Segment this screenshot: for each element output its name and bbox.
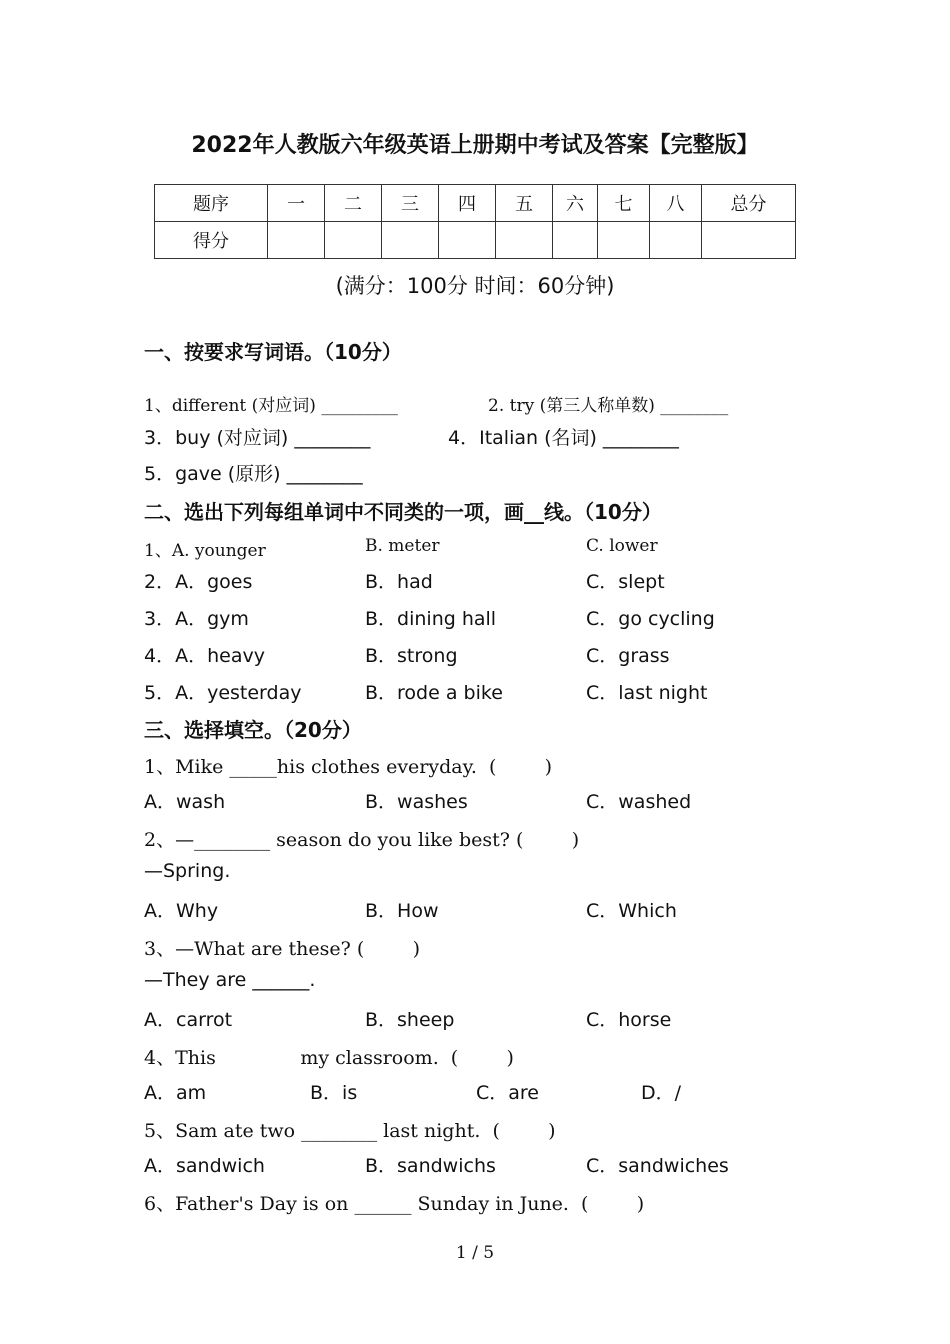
score-cell bbox=[650, 222, 702, 259]
s3-q2-option-a: A．Why bbox=[144, 900, 219, 922]
s3-q5-option-c: C．sandwiches bbox=[586, 1155, 729, 1177]
s3-question-2-answer-line: —Spring. bbox=[144, 860, 231, 882]
s3-q3-option-b: B．sheep bbox=[365, 1009, 455, 1031]
s2-row2-option-a: 2．A．goes bbox=[144, 571, 253, 593]
s3-q1-option-a: A．wash bbox=[144, 791, 226, 813]
s3-question-3: 3、—What are these? ( ) bbox=[144, 938, 421, 960]
s2-row1-option-c: C. lower bbox=[586, 536, 658, 556]
s3-q4-option-b: B．is bbox=[310, 1082, 358, 1104]
s3-q4-option-c: C．are bbox=[476, 1082, 539, 1104]
s1-question-4: 4．Italian (名词) ________ bbox=[448, 427, 679, 449]
s2-row2-option-c: C．slept bbox=[586, 571, 665, 593]
table-header-cell: 二 bbox=[325, 185, 382, 222]
s3-question-2: 2、—________ season do you like best? ( ) bbox=[144, 829, 580, 851]
s1-question-2: 2. try (第三人称单数) ________ bbox=[488, 396, 729, 416]
s1-question-1: 1、different (对应词) _________ bbox=[144, 396, 398, 416]
s3-q2-option-c: C．Which bbox=[586, 900, 677, 922]
table-header-cell: 五 bbox=[496, 185, 553, 222]
score-cell bbox=[268, 222, 325, 259]
table-header-cell: 八 bbox=[650, 185, 702, 222]
section1-heading: 一、按要求写词语。（10分） bbox=[144, 340, 402, 364]
s2-row2-option-b: B．had bbox=[365, 571, 433, 593]
section2-heading: 二、选出下列每组单词中不同类的一项，画__线。（10分） bbox=[144, 500, 662, 524]
s3-q5-option-b: B．sandwichs bbox=[365, 1155, 496, 1177]
page-number: 1 / 5 bbox=[455, 1243, 495, 1263]
s2-row1-option-a: 1、A. younger bbox=[144, 541, 266, 561]
s2-row3-option-a: 3．A．gym bbox=[144, 608, 249, 630]
s3-question-5: 5、Sam ate two ________ last night. ( ) bbox=[144, 1120, 556, 1142]
score-cell bbox=[496, 222, 553, 259]
score-cell bbox=[553, 222, 598, 259]
s2-row5-option-a: 5．A．yesterday bbox=[144, 682, 302, 704]
table-header-cell: 一 bbox=[268, 185, 325, 222]
table-header-cell: 四 bbox=[439, 185, 496, 222]
table-header-cell: 六 bbox=[553, 185, 598, 222]
s3-q3-option-c: C．horse bbox=[586, 1009, 672, 1031]
table-header-cell: 三 bbox=[382, 185, 439, 222]
score-table bbox=[154, 184, 796, 259]
s2-row4-option-b: B．strong bbox=[365, 645, 458, 667]
exam-title: 2022年人教版六年级英语上册期中考试及答案【完整版】 bbox=[191, 133, 759, 158]
table-header-cell: 题序 bbox=[155, 185, 268, 222]
s3-q4-option-d: D．/ bbox=[641, 1082, 682, 1104]
score-cell bbox=[382, 222, 439, 259]
s2-row3-option-c: C．go cycling bbox=[586, 608, 715, 630]
table-row-label: 得分 bbox=[155, 222, 268, 259]
s3-q1-option-b: B．washes bbox=[365, 791, 468, 813]
score-table-header-row bbox=[155, 185, 796, 222]
exam-subtitle: (满分：100分 时间：60分钟) bbox=[335, 274, 615, 298]
s3-q5-option-a: A．sandwich bbox=[144, 1155, 265, 1177]
s3-q2-option-b: B．How bbox=[365, 900, 439, 922]
score-table-score-row bbox=[155, 222, 796, 259]
s3-q1-option-c: C．washed bbox=[586, 791, 692, 813]
s3-question-4: 4、This my classroom. ( ) bbox=[144, 1047, 514, 1069]
s3-q3-option-a: A．carrot bbox=[144, 1009, 233, 1031]
s1-question-5: 5．gave (原形) ________ bbox=[144, 463, 363, 485]
s2-row4-option-c: C．grass bbox=[586, 645, 670, 667]
s1-question-3: 3．buy (对应词) ________ bbox=[144, 427, 371, 449]
s2-row5-option-c: C．last night bbox=[586, 682, 708, 704]
s2-row1-option-b: B. meter bbox=[365, 536, 440, 556]
section3-heading: 三、选择填空。（20分） bbox=[144, 718, 362, 742]
score-cell bbox=[439, 222, 496, 259]
s3-question-3-answer-line: —They are ______. bbox=[144, 969, 316, 991]
score-cell bbox=[325, 222, 382, 259]
score-cell bbox=[598, 222, 650, 259]
s3-question-6: 6、Father's Day is on ______ Sunday in June. ( ) bbox=[144, 1193, 645, 1215]
s3-q4-option-a: A．am bbox=[144, 1082, 207, 1104]
s2-row5-option-b: B．rode a bike bbox=[365, 682, 503, 704]
table-header-cell: 七 bbox=[598, 185, 650, 222]
score-cell bbox=[702, 222, 796, 259]
s2-row4-option-a: 4．A．heavy bbox=[144, 645, 265, 667]
s2-row3-option-b: B．dining hall bbox=[365, 608, 497, 630]
s3-question-1: 1、Mike _____his clothes everyday. ( ) bbox=[144, 756, 553, 778]
table-header-cell: 总分 bbox=[702, 185, 796, 222]
